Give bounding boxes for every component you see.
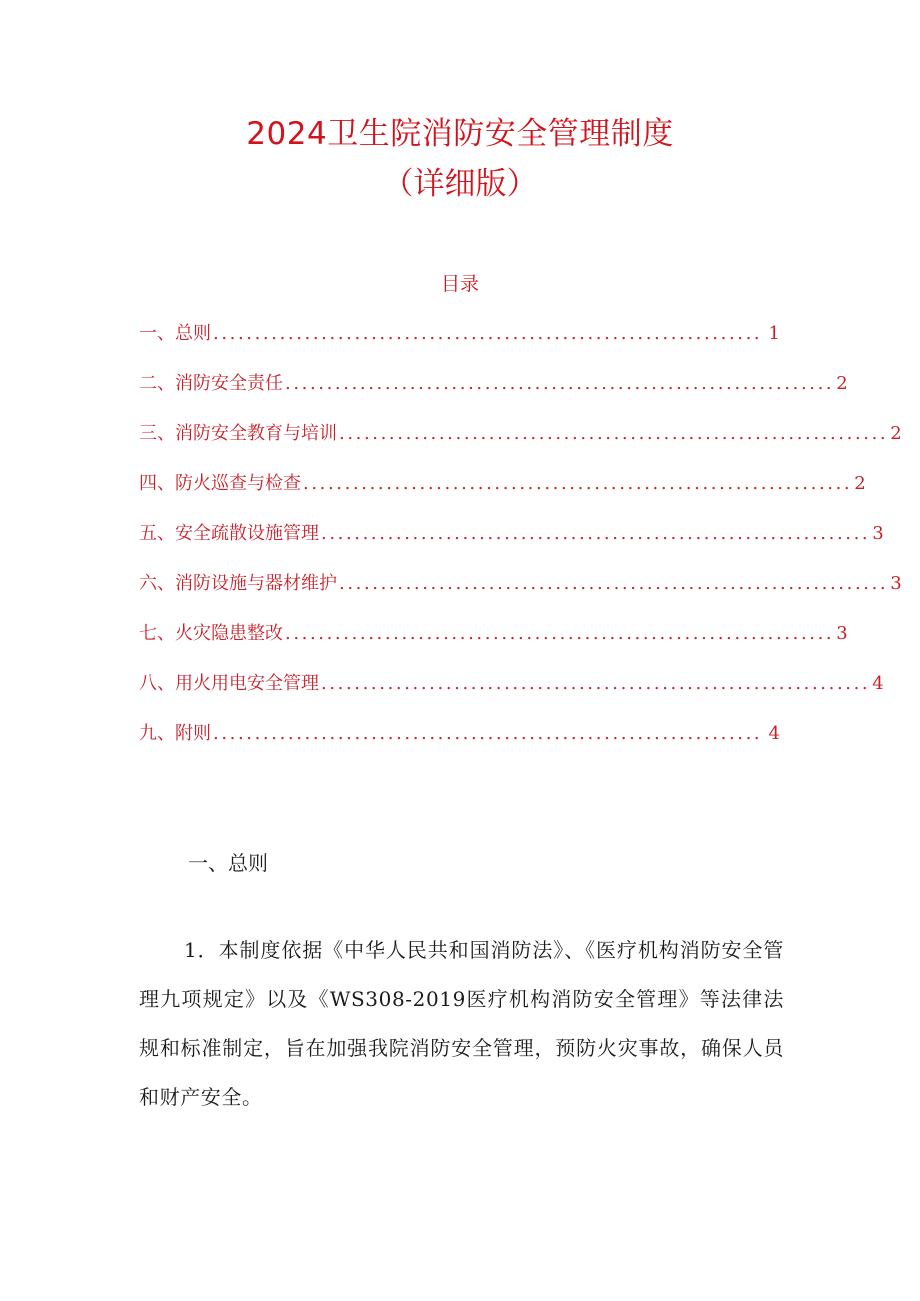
toc-item-supplementary[interactable] [139, 720, 780, 770]
toc-item-page: 3 [890, 573, 902, 594]
toc-leader-dots: .................................................................. [303, 473, 853, 494]
toc-item-hazard[interactable] [139, 620, 848, 670]
document-title [0, 112, 920, 206]
toc-item-label: 六、消防设施与器材维护 [139, 573, 337, 594]
toc-item-label: 八、用火用电安全管理 [139, 673, 319, 694]
toc-item-training[interactable] [139, 420, 902, 470]
toc-item-label: 三、消防安全教育与培训 [139, 423, 337, 444]
toc-item-evacuation[interactable] [139, 520, 884, 570]
toc-leader-dots: .................................................................. [321, 673, 871, 694]
toc-item-label: 一、总则 [139, 323, 211, 344]
title-subtitle: （详细版） [382, 166, 538, 202]
table-of-contents [139, 320, 902, 770]
toc-item-label: 九、附则 [139, 723, 211, 744]
toc-heading: 目录 [440, 273, 479, 295]
toc-leader-dots: .................................................................. [339, 423, 889, 444]
toc-item-equipment[interactable] [139, 570, 902, 620]
toc-item-page: 2 [890, 423, 902, 444]
toc-item-page: 4 [872, 673, 884, 694]
toc-item-label: 四、防火巡查与检查 [139, 473, 301, 494]
toc-leader-dots: .................................................................. [285, 373, 835, 394]
toc-item-fire-electric[interactable] [139, 670, 884, 720]
toc-item-page: 1 [768, 323, 780, 344]
section-heading: 一、总则 [188, 851, 268, 875]
toc-leader-dots: .................................................................. [321, 523, 871, 544]
toc-leader-dots: .................................................................. [285, 623, 835, 644]
toc-item-label: 二、消防安全责任 [139, 373, 283, 394]
toc-leader-dots: .................................................................. [213, 323, 763, 344]
title-main: 2024卫生院消防安全管理制度 [246, 116, 674, 152]
toc-leader-dots: .................................................................. [339, 573, 889, 594]
toc-item-page: 3 [872, 523, 884, 544]
toc-item-label: 七、火灾隐患整改 [139, 623, 283, 644]
toc-leader-dots: .................................................................. [213, 723, 763, 744]
toc-item-general[interactable] [139, 320, 780, 370]
toc-item-page: 3 [836, 623, 848, 644]
toc-item-label: 五、安全疏散设施管理 [139, 523, 319, 544]
body-paragraph: 1．本制度依据《中华人民共和国消防法》、《医疗机构消防安全管理九项规定》以及《WS308-2019医疗机构消防安全管理》等法律法规和标准制定，旨在加强我院消防安全管理，预防火灾事故，确保人员和财产安全。 [139, 938, 784, 1109]
toc-item-page: 2 [836, 373, 848, 394]
toc-item-page: 4 [768, 723, 780, 744]
toc-item-responsibility[interactable] [139, 370, 848, 420]
toc-item-page: 2 [854, 473, 866, 494]
toc-item-inspection[interactable] [139, 470, 866, 520]
